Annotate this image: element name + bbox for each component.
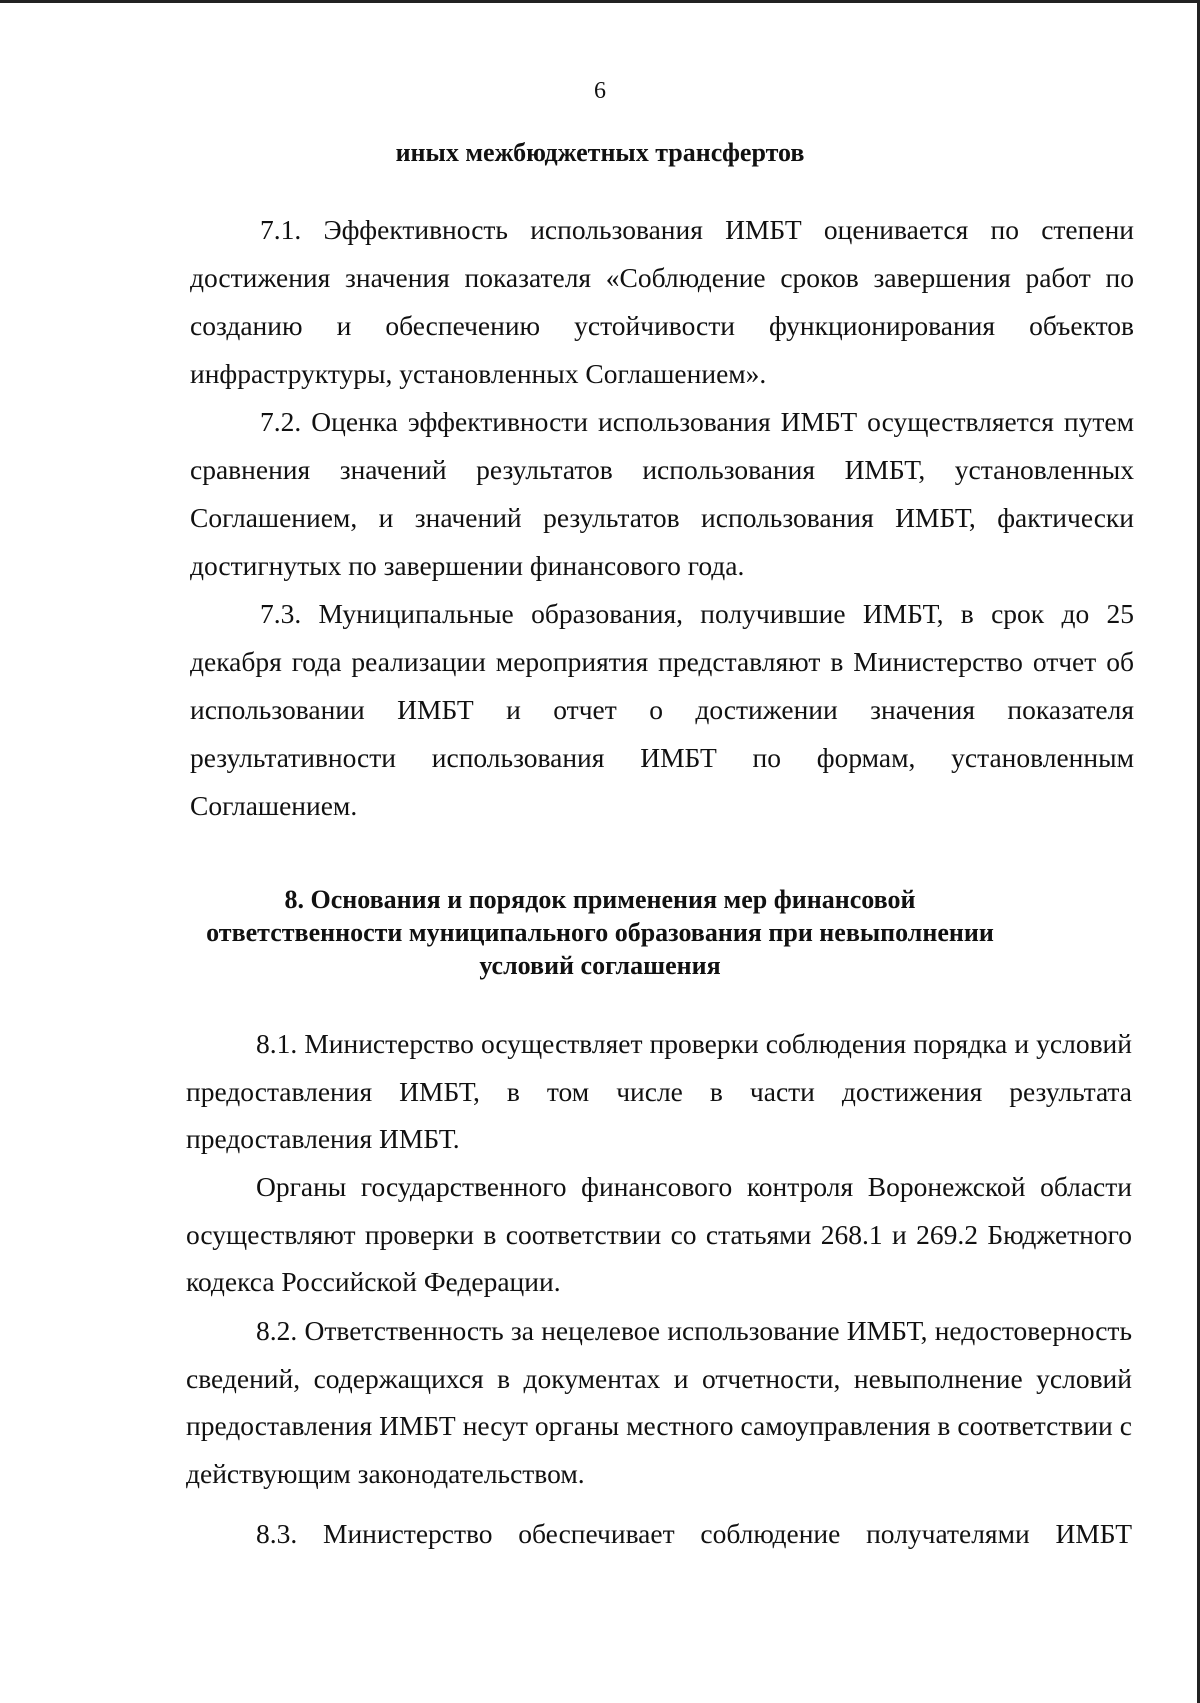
section-8-heading xyxy=(0,883,1200,982)
paragraph-8-1-continued: Органы государственного финансового контроля Воронежской области осуществляют проверки в соответствии со статьями 268.1 и 269.2 Бюджетного кодекса Российской Федерации. xyxy=(186,1171,1132,1297)
paragraph-7-1-block xyxy=(190,206,1134,398)
paragraph-7-1: 7.1. Эффективность использования ИМБТ оценивается по степени достижения значения показателя «Соблюдение сроков завершения работ по созданию и обеспечению устойчивости функционирования объектов инфраструктуры, установленных Соглашением». xyxy=(190,214,1134,389)
paragraph-7-2-block xyxy=(190,398,1134,590)
page-number: 6 xyxy=(594,78,606,104)
paragraph-8-2: 8.2. Ответственность за нецелевое использование ИМБТ, недостоверность сведений, содержащихся в документах и отчетности, невыполнение условий предоставления ИМБТ несут органы местного самоуправления в соответствии с действующим законодательством. xyxy=(186,1315,1132,1489)
section-8-heading-line-2: ответственности муниципального образования при невыполнении xyxy=(206,918,994,947)
scan-edge-top xyxy=(0,0,1200,3)
section-8-heading-line-1: 8. Основания и порядок применения мер финансовой xyxy=(284,885,916,914)
paragraph-8-3-block xyxy=(186,1510,1132,1558)
paragraph-8-1: 8.1. Министерство осуществляет проверки соблюдения порядка и условий предоставления ИМБТ, в том числе в части достижения результата предоставления ИМБТ. xyxy=(186,1028,1132,1154)
paragraph-8-1-continued-block xyxy=(186,1163,1132,1306)
paragraph-8-2-block xyxy=(186,1307,1132,1497)
section-heading-continuation: иных межбюджетных трансфертов xyxy=(395,138,805,167)
paragraph-7-3: 7.3. Муниципальные образования, получившие ИМБТ, в срок до 25 декабря года реализации мероприятия представляют в Министерство отчет об использовании ИМБТ и отчет о достижении значения показателя результативности использования ИМБТ по формам, установленным Соглашением. xyxy=(190,598,1134,821)
paragraph-8-3: 8.3. Министерство обеспечивает соблюдение получателями ИМБТ xyxy=(256,1518,1132,1549)
paragraph-7-2: 7.2. Оценка эффективности использования ИМБТ осуществляется путем сравнения значений результатов использования ИМБТ, установленных Соглашением, и значений результатов использования ИМБТ, фактически достигнутых по завершении финансового года. xyxy=(190,406,1134,581)
paragraph-8-1-block xyxy=(186,1020,1132,1163)
section-8-heading-line-3: условий соглашения xyxy=(479,951,721,980)
paragraph-7-3-block xyxy=(190,590,1134,830)
